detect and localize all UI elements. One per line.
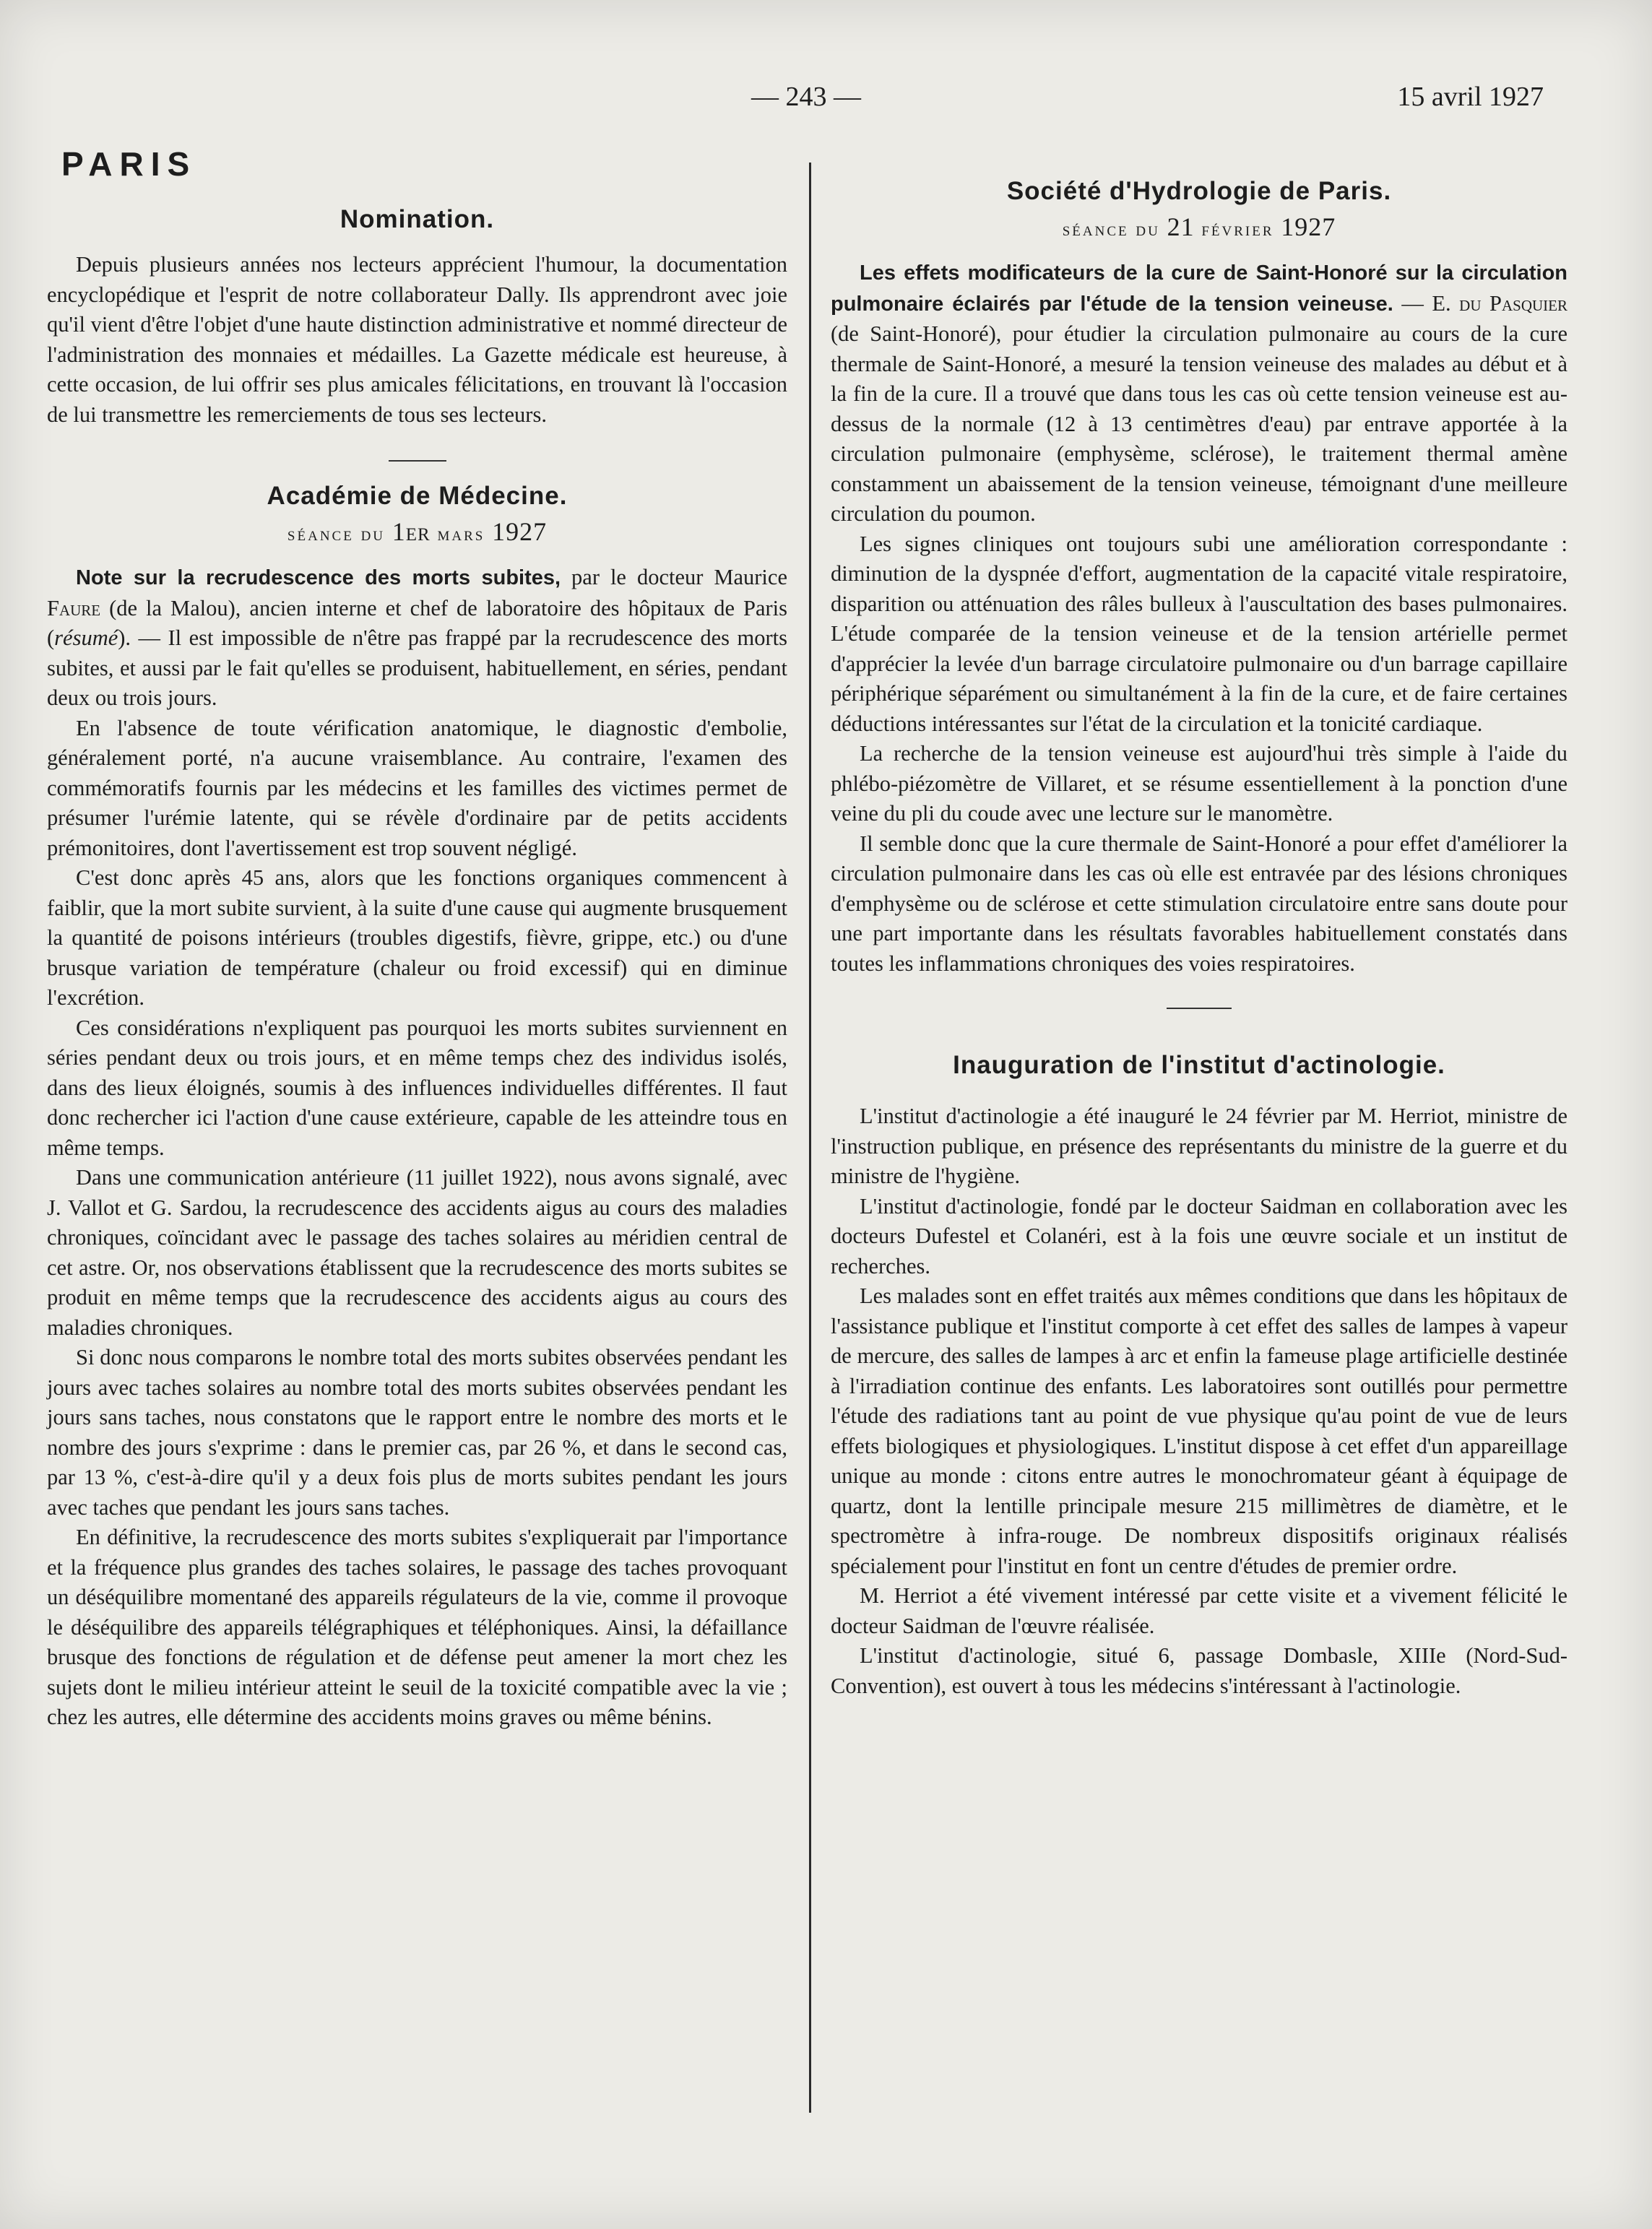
issue-date: 15 avril 1927: [1397, 82, 1544, 112]
nomination-paragraph: Depuis plusieurs années nos lecteurs apprécient l'humour, la documentation encyclopédique et l'esprit de notre collaborateur Dally. Ils apprendront avec joie qu'il vient d'être l'objet d'une haute distinction administrative et nommé directeur de l'administration des monnaies et médailles. La Gazette médicale est heureuse, à cette occasion, de lui offrir ses plus amicales félicitations, en trouvant là l'occasion de lui transmettre les remerciements de tous ses lecteurs.: [47, 252, 787, 427]
separator: [389, 460, 446, 462]
actinologie-title: Inauguration de l'institut d'actinologie.: [953, 1051, 1445, 1079]
actinologie-paragraph-1: L'institut d'actinologie a été inauguré le 24 février par M. Herriot, ministre de l'instruction publique, en présence des représentants du ministre de la guerre et du ministre de l'hygiène.: [831, 1104, 1567, 1188]
academie-seance: séance du 1er mars 1927: [287, 517, 548, 546]
hydrologie-paragraph-3: La recherche de la tension veineuse est aujourd'hui très simple à l'aide du phlébo-piézomètre de Villaret, et se résume essentiellement à la ponction d'une veine du pli du coude avec une lecture sur le manomètre.: [831, 741, 1567, 826]
hydrologie-paragraph-4: Il semble donc que la cure thermale de Saint-Honoré a pour effet d'améliorer la circulation pulmonaire dans les cas où elle est entravée par des lésions chroniques d'emphysème ou de sclérose et cette stimulation circulatoire entre sans doute pour une part importante dans les résultats favorables habituellement constatés dans toutes les inflammations chroniques des voies respiratoires.: [831, 831, 1567, 976]
separator: [1167, 1008, 1232, 1009]
hydrologie-seance: séance du 21 février 1927: [1062, 212, 1336, 241]
actinologie-paragraph-4: M. Herriot a été vivement intéressé par cette visite et a vivement félicité le docteur Saidman de l'œuvre réalisée.: [831, 1583, 1567, 1638]
column-divider: [809, 163, 811, 2113]
left-column: [47, 144, 787, 1733]
hydrologie-paragraph-2: Les signes cliniques ont toujours subi une amélioration correspondante : diminution de la dyspnée d'effort, augmentation de la capacité vitale respiratoire, disparition ou atténuation des râles bulleux à l'auscultation des bases pulmonaires. L'étude comparée de la tension veineuse et de la tension artérielle permet d'apprécier la levée d'un barrage circulatoire pulmonaire ou d'un barrage capillaire périphérique séparément ou simultanément à la fin de la cure, et de faire certaines déductions intéressantes sur l'état de la circulation et la tonicité cardiaque.: [831, 531, 1567, 736]
academie-lead-paragraph: Note sur la recrudescence des morts subites, par le docteur Maurice Faure (de la Malou), ancien interne et chef de laboratoire des hôpitaux de Paris (résumé). — Il est impossible de n'être pas frappé par la recrudescence des morts subites, et aussi par le fait qu'elles se produisent, habituellement, en séries, pendant deux ou trois jours.: [47, 565, 787, 710]
hydrologie-title: Société d'Hydrologie de Paris.: [1006, 177, 1392, 205]
academie-paragraph-5: Dans une communication antérieure (11 juillet 1922), nous avons signalé, avec J. Vallot et G. Sardou, la recrudescence des accidents aigus au cours des maladies chroniques, coïncidant avec le passage des taches solaires au méridien central de cet astre. Or, nos observations établissent que la recrudescence des morts subites se produit en même temps que la recrudescence des accidents aigus au cours des maladies chroniques.: [47, 1165, 787, 1340]
academie-paragraph-4: Ces considérations n'expliquent pas pourquoi les morts subites surviennent en séries pendant deux ou trois jours, et en même temps chez des individus isolés, dans des lieux éloignés, soumis à des influences individuelles différentes. Il faut donc rechercher ici l'action d'une cause extérieure, capable de les atteindre tous en même temps.: [47, 1015, 787, 1160]
academie-title: Académie de Médecine.: [267, 482, 568, 510]
actinologie-paragraph-5: L'institut d'actinologie, situé 6, passage Dombasle, XIIIe (Nord-Sud-Convention), est ouvert à tous les médecins s'intéressant à l'actinologie.: [831, 1643, 1567, 1698]
academie-paragraph-2: En l'absence de toute vérification anatomique, le diagnostic d'embolie, généralement porté, n'a aucune vraisemblance. Au contraire, l'examen des commémoratifs fournis par les médecins et les familles des victimes permet de présumer l'urémie latente, qui se révèle d'ordinaire par de petits accidents prémonitoires, dont l'avertissement est trop souvent négligé.: [47, 715, 787, 860]
hydrologie-lead-paragraph: Les effets modificateurs de la cure de Saint-Honoré sur la circulation pulmonaire éclairés par l'étude de la tension veineuse. — E. du Pasquier (de Saint-Honoré), pour étudier la circulation pulmonaire au cours de la cure thermale de Saint-Honoré, a mesuré la tension veineuse des malades au début et à la fin de la cure. Il a trouvé que dans tous les cas où cette tension veineuse est au-dessus de la normale (12 à 13 centimètres d'eau) par entrave apportée à la circulation pulmonaire (emphysème, sclérose), le traitement thermal amène constamment un abaissement de la tension veineuse, témoignant d'une meilleure circulation du poumon.: [831, 261, 1567, 526]
academie-paragraph-3: C'est donc après 45 ans, alors que les fonctions organiques commencent à faiblir, que la mort subite survient, à la suite d'une cause qui augmente brusquement la quantité de poisons intérieurs (troubles digestifs, fièvre, grippe, etc.) ou d'une brusque variation de température (chaleur ou froid excessif) qui en diminue l'excrétion.: [47, 865, 787, 1010]
academie-paragraph-7: En définitive, la recrudescence des morts subites s'expliquerait par l'importance et la fréquence plus grandes des taches solaires, le passage des taches provoquant un déséquilibre momentané des appareils régulateurs de la vie, comme il provoque le déséquilibre des appareils télégraphiques et téléphoniques. Ainsi, la défaillance brusque des fonctions de régulation et de défense peut amener la mort chez les sujets dont le milieu intérieur atteint le seuil de la toxicité compatible avec la vie ; chez les autres, elle détermine des accidents moins graves ou même bénins.: [47, 1525, 787, 1729]
actinologie-paragraph-2: L'institut d'actinologie, fondé par le docteur Saidman en collaboration avec les docteurs Dufestel et Colanéri, est à la fois une œuvre sociale et un institut de recherches.: [831, 1193, 1567, 1278]
academie-paragraph-6: Si donc nous comparons le nombre total des morts subites observées pendant les jours avec taches solaires au nombre total des morts subites observées pendant les jours sans taches, nous constatons que le rapport entre le nombre des morts et le nombre des jours s'exprime : dans le premier cas, par 26 %, et dans le second cas, par 13 %, c'est-à-dire qu'il y a deux fois plus de morts subites pendant les jours avec taches que pendant les jours sans taches.: [47, 1345, 787, 1520]
section-heading: PARIS: [61, 145, 197, 183]
actinologie-paragraph-3: Les malades sont en effet traités aux mêmes conditions que dans les hôpitaux de l'assistance publique et l'institut comporte à cet effet des salles de lampes à vapeur de mercure, des salles de lampes à arc et enfin la fameuse plage artificielle destinée à l'irradiation continue des enfants. Les laboratoires sont outillés pour permettre l'étude des radiations tant au point de vue physique qu'au point de vue de leurs effets biologiques et physiologiques. L'institut dispose à cet effet d'un appareillage unique au monde : citons entre autres le monochromateur géant à équipage de quartz, dont la lentille principale mesure 215 millimètres de diamètre, et le spectromètre à infra-rouge. De nombreux dispositifs originaux réalisés spécialement pour l'institut en font un centre d'études de premier ordre.: [831, 1284, 1567, 1578]
page-number: — 243 —: [751, 82, 861, 112]
right-column: [831, 177, 1567, 1701]
nomination-title: Nomination.: [340, 205, 495, 233]
